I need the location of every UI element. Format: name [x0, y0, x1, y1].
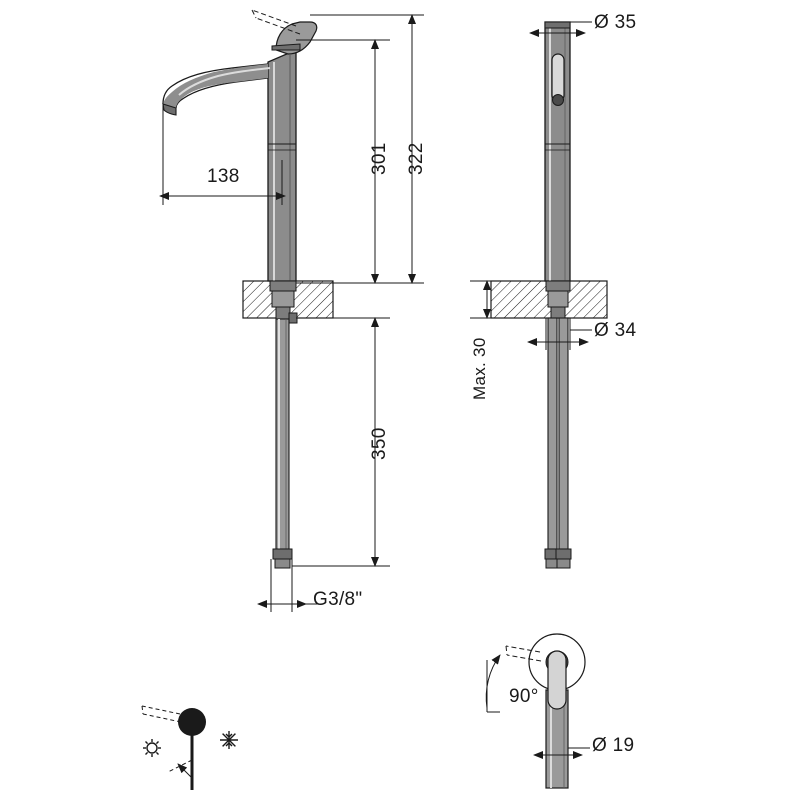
- faucet-body-side: [545, 22, 570, 281]
- dim-label-total-height: 322: [406, 142, 427, 175]
- front-view: [160, 10, 424, 612]
- supply-tubes-side: [545, 318, 571, 568]
- snowflake-icon: [220, 731, 238, 749]
- side-view: [470, 22, 607, 568]
- faucet-body-front: [163, 10, 317, 281]
- dim-label-body-height: 301: [369, 142, 390, 175]
- sun-icon: [143, 739, 161, 757]
- dim-label-shank-diameter: Ø 34: [594, 320, 637, 341]
- dim-label-spout-reach: 138: [207, 166, 240, 187]
- dim-label-max-thickness: Max. 30: [470, 337, 489, 400]
- dim-label-handle-angle: 90°: [509, 686, 539, 707]
- handle-detail-view: [486, 634, 590, 788]
- dim-label-tail-length: 350: [369, 427, 390, 460]
- supply-tube-front: [273, 319, 292, 568]
- dim-label-handle-diameter: Ø 19: [592, 735, 635, 756]
- dim-label-thread-size: G3/8": [313, 589, 363, 610]
- lever-knob-icon: [178, 708, 206, 736]
- temperature-legend: [142, 706, 238, 790]
- dim-label-top-diameter: Ø 35: [594, 12, 637, 33]
